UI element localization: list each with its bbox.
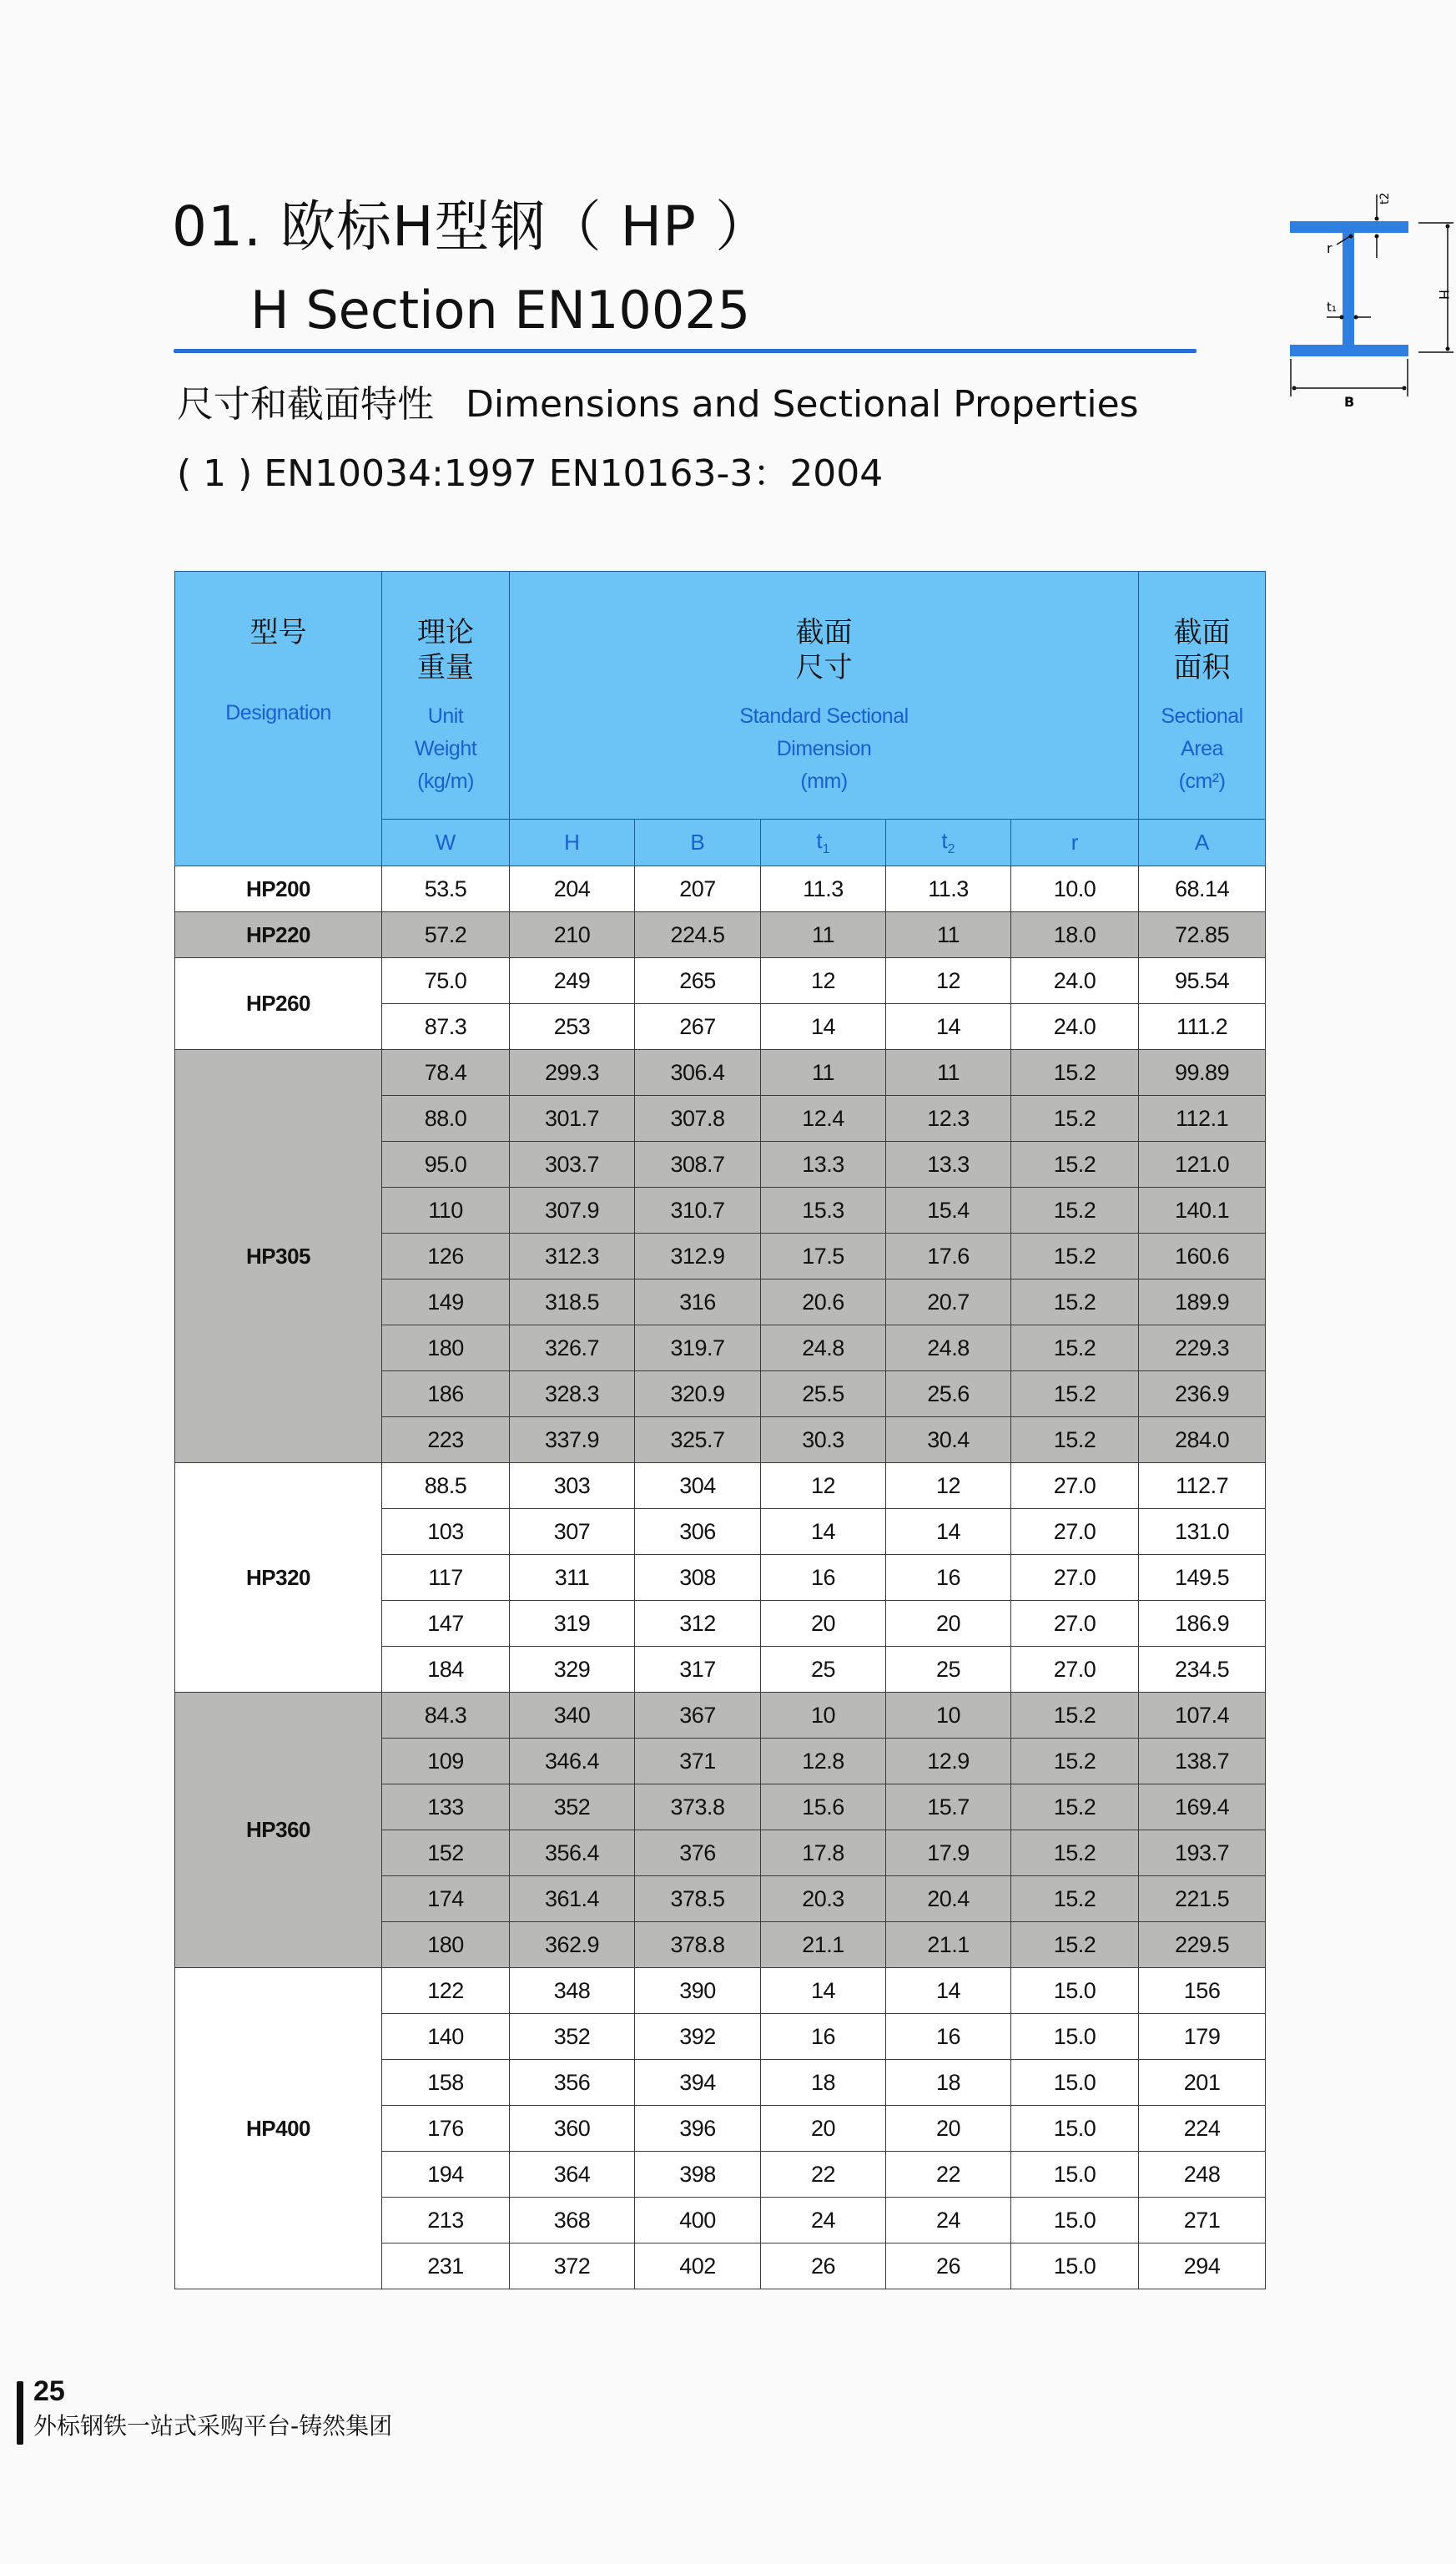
cell-t1: 25 [761,1647,886,1693]
cell-h: 356.4 [510,1830,635,1876]
subheader-t2: $t_2$ [886,820,1011,866]
cell-w: 147 [382,1601,510,1647]
cell-t2: 25 [886,1647,1011,1693]
cell-t2: 11.3 [886,866,1011,912]
cell-w: 194 [382,2152,510,2198]
table-row [175,1463,1266,1509]
header-unit-weight: 理论 重量 Unit Weight (kg/m) [382,572,510,820]
cell-r: 15.2 [1011,1188,1139,1234]
cell-b: 306 [635,1509,761,1555]
cell-h: 340 [510,1693,635,1739]
cell-h: 361.4 [510,1876,635,1922]
cell-h: 204 [510,866,635,912]
cell-t2: 30.4 [886,1417,1011,1463]
cell-b: 307.8 [635,1096,761,1142]
designation-cell: HP400 [175,1968,382,2289]
cell-w: 57.2 [382,912,510,958]
cell-r: 15.0 [1011,2060,1139,2106]
cell-b: 267 [635,1004,761,1050]
cell-b: 320.9 [635,1371,761,1417]
cell-t2: 11 [886,1050,1011,1096]
cell-t2: 20 [886,1601,1011,1647]
cell-w: 103 [382,1509,510,1555]
cell-t2: 21.1 [886,1922,1011,1968]
cell-w: 186 [382,1371,510,1417]
designation-cell: HP360 [175,1693,382,1968]
cell-r: 18.0 [1011,912,1139,958]
cell-t1: 20.3 [761,1876,886,1922]
cell-w: 180 [382,1325,510,1371]
cell-r: 15.2 [1011,1234,1139,1279]
cell-w: 110 [382,1188,510,1234]
cell-r: 15.0 [1011,2106,1139,2152]
cell-t2: 14 [886,1509,1011,1555]
cell-w: 95.0 [382,1142,510,1188]
cell-t2: 24.8 [886,1325,1011,1371]
table-row [175,1693,1266,1739]
cell-a: 149.5 [1139,1555,1266,1601]
cell-w: 109 [382,1739,510,1784]
cell-b: 396 [635,2106,761,2152]
cell-r: 27.0 [1011,1601,1139,1647]
cell-t1: 24 [761,2198,886,2244]
cell-t2: 20 [886,2106,1011,2152]
cell-a: 95.54 [1139,958,1266,1004]
cell-t1: 12 [761,958,886,1004]
cell-a: 156 [1139,1968,1266,2014]
cell-w: 158 [382,2060,510,2106]
cell-t2: 15.7 [886,1784,1011,1830]
cell-r: 15.2 [1011,1371,1139,1417]
cell-w: 88.5 [382,1463,510,1509]
cell-t2: 20.7 [886,1279,1011,1325]
page-title: 01. 欧标H型钢（ HP ） [172,194,771,259]
cell-t2: 15.4 [886,1188,1011,1234]
cell-t1: 12 [761,1463,886,1509]
cell-t2: 17.9 [886,1830,1011,1876]
cell-b: 312.9 [635,1234,761,1279]
cell-w: 174 [382,1876,510,1922]
cell-t2: 11 [886,912,1011,958]
cell-t2: 12 [886,1463,1011,1509]
designation-cell: HP200 [175,866,382,912]
cell-w: 140 [382,2014,510,2060]
cell-r: 15.2 [1011,1922,1139,1968]
cell-a: 236.9 [1139,1371,1266,1417]
cell-a: 72.85 [1139,912,1266,958]
cell-t1: 18 [761,2060,886,2106]
cell-a: 160.6 [1139,1234,1266,1279]
cell-r: 15.2 [1011,1739,1139,1784]
cell-a: 186.9 [1139,1601,1266,1647]
cell-h: 346.4 [510,1739,635,1784]
cell-t1: 12.4 [761,1096,886,1142]
svg-text:t₁: t₁ [1327,300,1337,315]
cell-t1: 12.8 [761,1739,886,1784]
cell-t1: 16 [761,1555,886,1601]
cell-h: 319 [510,1601,635,1647]
svg-text:B: B [1344,394,1355,410]
cell-b: 317 [635,1647,761,1693]
cell-t1: 26 [761,2244,886,2289]
cell-t1: 15.3 [761,1188,886,1234]
cell-w: 176 [382,2106,510,2152]
cell-w: 88.0 [382,1096,510,1142]
cell-h: 312.3 [510,1234,635,1279]
cell-t2: 13.3 [886,1142,1011,1188]
cell-w: 152 [382,1830,510,1876]
cell-h: 368 [510,2198,635,2244]
cell-w: 122 [382,1968,510,2014]
cell-h: 352 [510,2014,635,2060]
designation-cell: HP305 [175,1050,382,1463]
cell-h: 348 [510,1968,635,2014]
cell-h: 329 [510,1647,635,1693]
cell-h: 318.5 [510,1279,635,1325]
cell-t1: 14 [761,1509,886,1555]
cell-r: 15.0 [1011,2244,1139,2289]
cell-r: 15.2 [1011,1096,1139,1142]
cell-b: 265 [635,958,761,1004]
cell-a: 111.2 [1139,1004,1266,1050]
cell-w: 126 [382,1234,510,1279]
cell-b: 207 [635,866,761,912]
cell-h: 311 [510,1555,635,1601]
cell-h: 326.7 [510,1325,635,1371]
page-number: 25 [33,2375,65,2407]
cell-b: 325.7 [635,1417,761,1463]
cell-a: 271 [1139,2198,1266,2244]
cell-a: 294 [1139,2244,1266,2289]
cell-b: 378.5 [635,1876,761,1922]
cell-b: 376 [635,1830,761,1876]
designation-cell: HP220 [175,912,382,958]
cell-b: 402 [635,2244,761,2289]
cell-t2: 12.3 [886,1096,1011,1142]
cell-a: 248 [1139,2152,1266,2198]
cell-b: 392 [635,2014,761,2060]
designation-cell: HP320 [175,1463,382,1693]
cell-b: 308.7 [635,1142,761,1188]
cell-r: 15.0 [1011,2014,1139,2060]
cell-h: 362.9 [510,1922,635,1968]
cell-r: 15.2 [1011,1325,1139,1371]
cell-t1: 25.5 [761,1371,886,1417]
cell-t1: 11.3 [761,866,886,912]
cell-t1: 22 [761,2152,886,2198]
cell-h: 356 [510,2060,635,2106]
cell-b: 367 [635,1693,761,1739]
cell-h: 337.9 [510,1417,635,1463]
cell-a: 189.9 [1139,1279,1266,1325]
table-row [175,866,1266,912]
cell-h: 303.7 [510,1142,635,1188]
cell-r: 10.0 [1011,866,1139,912]
subheader-b: B [635,820,761,866]
cell-b: 316 [635,1279,761,1325]
cell-a: 169.4 [1139,1784,1266,1830]
cell-r: 15.0 [1011,2152,1139,2198]
header-standard-dimension: 截面 尺寸 Standard Sectional Dimension (mm) [510,572,1139,820]
cell-r: 24.0 [1011,1004,1139,1050]
cell-b: 306.4 [635,1050,761,1096]
cell-t1: 21.1 [761,1922,886,1968]
cell-a: 221.5 [1139,1876,1266,1922]
standards-line: ( 1 ) EN10034:1997 EN10163-3：2004 [177,452,884,495]
subheader-t1: $t_1$ [761,820,886,866]
page-subtitle-en: H Section EN10025 [250,280,751,341]
cell-t1: 11 [761,912,886,958]
cell-w: 213 [382,2198,510,2244]
cell-t2: 26 [886,2244,1011,2289]
section-heading-en: Dimensions and Sectional Properties [466,383,1139,426]
cell-t2: 12 [886,958,1011,1004]
cell-r: 15.2 [1011,1050,1139,1096]
cell-t1: 16 [761,2014,886,2060]
cell-t2: 20.4 [886,1876,1011,1922]
cell-t1: 20 [761,2106,886,2152]
cell-w: 117 [382,1555,510,1601]
cell-a: 140.1 [1139,1188,1266,1234]
cell-a: 193.7 [1139,1830,1266,1876]
table-row [175,1050,1266,1096]
footer-accent-bar [17,2381,23,2445]
svg-text:r: r [1327,240,1333,256]
cell-t1: 14 [761,1968,886,2014]
cell-r: 15.2 [1011,1693,1139,1739]
subheader-h: H [510,820,635,866]
cell-a: 68.14 [1139,866,1266,912]
t2-label: t2 [1378,192,1392,204]
cell-t1: 13.3 [761,1142,886,1188]
cell-h: 307.9 [510,1188,635,1234]
cell-b: 373.8 [635,1784,761,1830]
cell-h: 307 [510,1509,635,1555]
table-row [175,958,1266,1004]
h-beam-diagram-icon [1277,188,1456,413]
cell-a: 229.3 [1139,1325,1266,1371]
cell-h: 253 [510,1004,635,1050]
cell-a: 284.0 [1139,1417,1266,1463]
cell-a: 234.5 [1139,1647,1266,1693]
cell-a: 112.1 [1139,1096,1266,1142]
subheader-a: A [1139,820,1266,866]
header-sectional-area: 截面 面积 Sectional Area (cm²) [1139,572,1266,820]
cell-w: 53.5 [382,866,510,912]
cell-b: 390 [635,1968,761,2014]
section-heading [177,380,1139,430]
table-row [175,912,1266,958]
cell-r: 15.2 [1011,1876,1139,1922]
cell-t1: 11 [761,1050,886,1096]
cell-t2: 24 [886,2198,1011,2244]
cell-h: 360 [510,2106,635,2152]
cell-t2: 16 [886,1555,1011,1601]
cell-t1: 10 [761,1693,886,1739]
cell-a: 131.0 [1139,1509,1266,1555]
cell-w: 180 [382,1922,510,1968]
cell-t1: 20 [761,1601,886,1647]
subheader-r: r [1011,820,1139,866]
cell-a: 229.5 [1139,1922,1266,1968]
subheader-w: W [382,820,510,866]
hp-section-properties-table [174,571,1266,2289]
cell-t2: 14 [886,1004,1011,1050]
cell-t1: 20.6 [761,1279,886,1325]
cell-w: 78.4 [382,1050,510,1096]
cell-a: 107.4 [1139,1693,1266,1739]
cell-w: 133 [382,1784,510,1830]
cell-h: 210 [510,912,635,958]
cell-r: 27.0 [1011,1463,1139,1509]
footer-company-text: 外标钢铁一站式采购平台-铸然集团 [33,2412,393,2440]
cell-r: 27.0 [1011,1555,1139,1601]
cell-b: 308 [635,1555,761,1601]
cell-t2: 18 [886,2060,1011,2106]
cell-r: 27.0 [1011,1647,1139,1693]
designation-cell: HP260 [175,958,382,1050]
cell-r: 15.2 [1011,1784,1139,1830]
header-designation: 型号 Designation [175,572,382,866]
cell-a: 99.89 [1139,1050,1266,1096]
table-body [175,866,1266,2289]
cell-a: 121.0 [1139,1142,1266,1188]
title-divider [174,349,1197,353]
cell-r: 15.2 [1011,1142,1139,1188]
cell-w: 223 [382,1417,510,1463]
cell-a: 179 [1139,2014,1266,2060]
cell-w: 149 [382,1279,510,1325]
cell-w: 184 [382,1647,510,1693]
cell-r: 15.2 [1011,1279,1139,1325]
cell-r: 15.2 [1011,1830,1139,1876]
cell-t2: 25.6 [886,1371,1011,1417]
cell-w: 84.3 [382,1693,510,1739]
section-heading-zh: 尺寸和截面特性 [177,383,434,426]
cell-r: 15.2 [1011,1417,1139,1463]
cell-t1: 30.3 [761,1417,886,1463]
cell-b: 224.5 [635,912,761,958]
cell-b: 398 [635,2152,761,2198]
table-row [175,1968,1266,2014]
cell-r: 15.0 [1011,1968,1139,2014]
cell-t1: 17.5 [761,1234,886,1279]
cell-h: 301.7 [510,1096,635,1142]
cell-h: 372 [510,2244,635,2289]
cell-b: 400 [635,2198,761,2244]
cell-b: 371 [635,1739,761,1784]
cell-a: 201 [1139,2060,1266,2106]
cell-t2: 10 [886,1693,1011,1739]
cell-t1: 15.6 [761,1784,886,1830]
cell-t1: 17.8 [761,1830,886,1876]
cell-t2: 14 [886,1968,1011,2014]
cell-h: 364 [510,2152,635,2198]
cell-t2: 17.6 [886,1234,1011,1279]
cell-a: 224 [1139,2106,1266,2152]
cell-a: 138.7 [1139,1739,1266,1784]
cell-w: 87.3 [382,1004,510,1050]
cell-h: 352 [510,1784,635,1830]
cell-t2: 22 [886,2152,1011,2198]
cell-b: 319.7 [635,1325,761,1371]
cell-a: 112.7 [1139,1463,1266,1509]
cell-t2: 12.9 [886,1739,1011,1784]
cell-w: 231 [382,2244,510,2289]
cell-h: 328.3 [510,1371,635,1417]
cell-r: 27.0 [1011,1509,1139,1555]
cell-b: 310.7 [635,1188,761,1234]
cell-r: 15.0 [1011,2198,1139,2244]
cell-t1: 24.8 [761,1325,886,1371]
cell-h: 303 [510,1463,635,1509]
cell-b: 304 [635,1463,761,1509]
cell-w: 75.0 [382,958,510,1004]
cell-b: 378.8 [635,1922,761,1968]
cell-h: 249 [510,958,635,1004]
cell-h: 299.3 [510,1050,635,1096]
cell-b: 312 [635,1601,761,1647]
cell-b: 394 [635,2060,761,2106]
cell-r: 24.0 [1011,958,1139,1004]
cell-t1: 14 [761,1004,886,1050]
svg-text:H: H [1436,290,1452,300]
cell-t2: 16 [886,2014,1011,2060]
